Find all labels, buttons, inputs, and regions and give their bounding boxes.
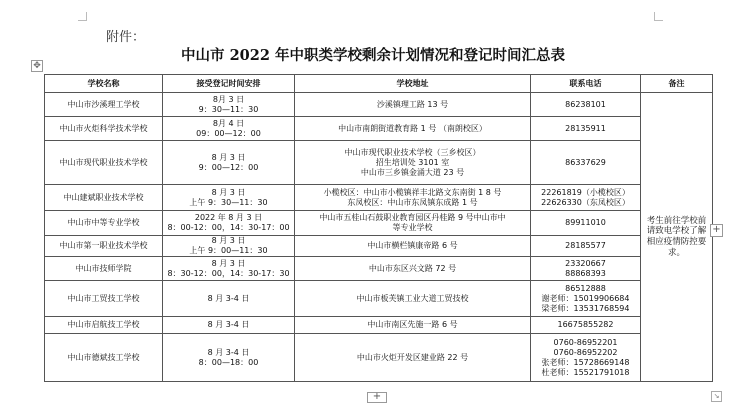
school-address-cell-line: 中山市南朗街道教育路 1 号 （南朗校区） [338,123,487,133]
contact-phone-cell-line: 86512888 [565,283,606,293]
page-corner-mark-left [78,12,87,21]
school-address-cell-line: 东凤校区：中山市东凤镇东成路 1 号 [347,197,478,207]
school-address-cell-line: 沙溪镇理工路 13 号 [376,99,449,109]
registration-time-cell [163,141,295,185]
school-name-cell: 中山市沙溪理工学校 [45,93,163,117]
school-address-cell [295,334,531,382]
table-row [45,185,713,211]
contact-phone-cell-line: 86238101 [565,99,606,109]
contact-phone-cell-line: 张老师：15728669148 [541,357,630,367]
contact-phone-cell [531,257,641,281]
registration-time-cell-line: 8 月 3-4 日 [207,347,250,357]
registration-time-cell [163,334,295,382]
table-row [45,211,713,236]
school-address-cell-line: 小榄校区：中山市小榄镇祥丰北路文东南街 1 8 号 [323,187,502,197]
registration-time-cell-line: 8 月 3 日 [211,236,246,245]
table-row [45,93,713,117]
registration-time-cell-line: 8 月 3 日 [211,187,246,197]
contact-phone-cell-line: 23320667 [565,258,606,268]
contact-phone-cell-line: 杜老师：15521791018 [541,367,630,377]
school-address-cell-line: 中山市现代职业技术学校（三乡校区） [344,147,481,157]
table-header-row [45,75,713,93]
registration-time-cell-line: 8 月 3-4 日 [207,293,250,303]
enrollment-table [44,74,713,382]
header-registration-time: 接受登记时间安排 [163,75,295,93]
header-contact-phone: 联系电话 [531,75,641,93]
contact-phone-cell-line: 22626330（东凤校区） [541,197,630,207]
header-remarks: 备注 [641,75,713,93]
school-name-cell: 中山市技师学院 [45,257,163,281]
contact-phone-cell-line: 0760-86952202 [553,347,618,357]
contact-phone-cell-line: 梁老师：13531768594 [541,303,630,313]
contact-phone-cell-line: 28185577 [565,241,606,250]
contact-phone-cell-line: 22261819（小榄校区） [541,187,630,197]
contact-phone-cell-line: 86337629 [565,157,606,167]
school-name-cell: 中山市工贸技工学校 [45,281,163,317]
school-address-cell [295,185,531,211]
contact-phone-cell [531,185,641,211]
contact-phone-cell [531,211,641,236]
table-row [45,317,713,334]
school-address-cell [295,317,531,334]
school-address-cell-line: 中山市南区先施一路 6 号 [367,320,458,329]
remarks-note-cell: 考生前往学校前请致电学校了解相应疫情防控要求。 [641,93,713,382]
school-address-cell [295,236,531,257]
table-resize-handle-icon[interactable]: ↘ [711,391,722,402]
school-name-cell: 中山市德斌技工学校 [45,334,163,382]
registration-time-cell-line: 上午 9：30—11：30 [189,197,268,207]
school-address-cell-line: 中山市板芙镇工业大道工贸技校 [356,293,469,303]
table-row [45,257,713,281]
registration-time-cell [163,317,295,334]
registration-time-cell [163,281,295,317]
school-name-cell: 中山市火炬科学技术学校 [45,117,163,141]
school-address-cell-line: 中山市三乡镇金涌大道 23 号 [360,167,465,177]
contact-phone-cell-line: 16675855282 [557,320,614,329]
contact-phone-cell [531,334,641,382]
school-address-cell [295,211,531,236]
add-column-icon[interactable]: + [710,224,723,237]
table-row [45,117,713,141]
school-name-cell: 中山市启航技工学校 [45,317,163,334]
table-row [45,236,713,257]
document-title: 中山市 2022 年中职类学校剩余计划情况和登记时间汇总表 [181,47,565,64]
school-address-cell [295,257,531,281]
school-name-cell: 中山建斌职业技术学校 [45,185,163,211]
contact-phone-cell [531,93,641,117]
registration-time-cell-line: 09：00—12：00 [196,128,261,138]
registration-time-cell-line: 8月 4 日 [212,118,245,128]
contact-phone-cell [531,236,641,257]
registration-time-cell-line: 8 月 3 日 [211,258,246,268]
table-row [45,281,713,317]
school-address-cell [295,281,531,317]
school-address-cell-line: 中山市五桂山石鼓职业教育园区丹桂路 9 号中山市中 [319,213,506,222]
header-school-address: 学校地址 [295,75,531,93]
contact-phone-cell-line: 89911010 [565,218,606,227]
contact-phone-cell [531,317,641,334]
registration-time-cell-line: 9：30—11：30 [198,104,259,114]
registration-time-cell-line: 8月 3 日 [212,94,245,104]
registration-time-cell [163,211,295,236]
school-name-cell: 中山市第一职业技术学校 [45,236,163,257]
registration-time-cell [163,117,295,141]
registration-time-cell [163,236,295,257]
contact-phone-cell [531,141,641,185]
table-row [45,334,713,382]
school-name-cell: 中山市现代职业技术学校 [45,141,163,185]
registration-time-cell [163,185,295,211]
registration-time-cell-line: 8：30-12：00，14：30-17：30 [167,268,290,278]
school-address-cell-line: 等专业学校 [392,223,433,232]
school-address-cell-line: 招生培训处 3101 室 [375,157,450,167]
add-row-icon[interactable]: + [367,392,387,403]
registration-time-cell-line: 上午 9：00—11：30 [189,246,268,255]
registration-time-cell-line: 2022 年 8 月 3 日 [194,213,263,222]
school-name-cell: 中山市中等专业学校 [45,211,163,236]
header-school-name: 学校名称 [45,75,163,93]
table-row [45,141,713,185]
registration-time-cell-line: 9：00—12：00 [198,162,259,172]
school-address-cell [295,117,531,141]
registration-time-cell [163,93,295,117]
attachment-label: 附件： [106,30,146,45]
school-address-cell [295,141,531,185]
contact-phone-cell [531,281,641,317]
contact-phone-cell-line: 谢老师：15019906684 [541,293,630,303]
school-address-cell-line: 中山市火炬开发区建业路 22 号 [356,352,469,362]
registration-time-cell-line: 8：00-12：00，14：30-17：00 [167,223,290,232]
registration-time-cell-line: 8 月 3-4 日 [207,320,250,329]
contact-phone-cell-line: 88868393 [565,268,606,278]
contact-phone-cell-line: 0760-86952201 [553,337,618,347]
school-address-cell-line: 中山市横栏镇康帝路 6 号 [367,241,458,250]
contact-phone-cell [531,117,641,141]
table-move-handle-icon[interactable]: ✥ [31,60,43,72]
registration-time-cell-line: 8 月 3 日 [211,152,246,162]
school-address-cell-line: 中山市东区兴文路 72 号 [368,263,457,273]
contact-phone-cell-line: 28135911 [565,123,606,133]
registration-time-cell [163,257,295,281]
registration-time-cell-line: 8：00—18：00 [198,357,259,367]
page-corner-mark-right [654,12,663,21]
school-address-cell [295,93,531,117]
